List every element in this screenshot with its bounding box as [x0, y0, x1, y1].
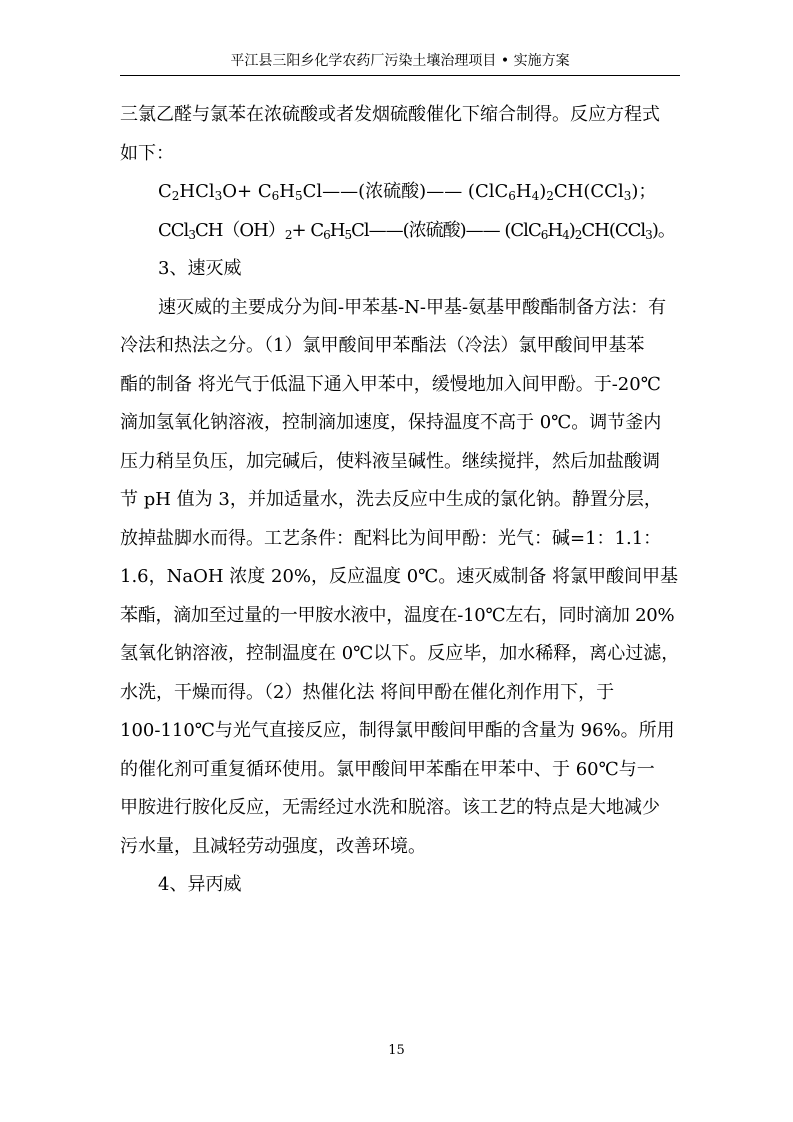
paragraph-line: 冷法和热法之分。（1）氯甲酸间甲苯酯法（冷法）氯甲酸间甲基苯 — [120, 335, 645, 356]
paragraph-line: 氢氧化钠溶液，控制温度在 0℃以下。反应毕，加水稀释，离心过滤， — [120, 643, 680, 664]
paragraph-line: 速灭威的主要成分为间-甲苯基-N-甲基-氨基甲酸酯制备方法：有 — [158, 296, 667, 318]
section-heading: 4、异丙威 — [158, 874, 242, 895]
paragraph-line: 滴加氢氧化钠溶液，控制滴加速度，保持温度不高于 0℃。调节釜内 — [120, 412, 662, 433]
paragraph-line: 苯酯，滴加至过量的一甲胺水液中，温度在-10℃左右，同时滴加 20% — [120, 604, 675, 626]
page-number: 15 — [388, 1043, 405, 1058]
running-header: 平江县三阳乡化学农药厂污染土壤治理项目 • 实施方案 — [230, 53, 570, 69]
paragraph-line: 三氯乙醛与氯苯在浓硫酸或者发烟硫酸催化下缩合制得。反应方程式 — [120, 104, 660, 125]
paragraph-line: 如下： — [120, 142, 174, 164]
paragraph-line: 1.6，NaOH 浓度 20%，反应温度 0℃。速灭威制备 将氯甲酸间甲基 — [120, 566, 679, 587]
paragraph-line: 放掉盐脚水而得。工艺条件：配料比为间甲酚：光气：碱=1：1.1： — [120, 527, 662, 549]
paragraph-line: 100-110℃与光气直接反应，制得氯甲酸间甲酯的含量为 96%。所用 — [120, 720, 675, 741]
paragraph-line: 水洗，干燥而得。（2）热催化法 将间甲酚在催化剂作用下，于 — [120, 681, 615, 703]
paragraph-line: 节 pH 值为 3，并加适量水，洗去反应中生成的氯化钠。静置分层， — [120, 489, 662, 510]
paragraph-line: 的催化剂可重复循环使用。氯甲酸间甲苯酯在甲苯中、于 60℃与一 — [120, 758, 655, 780]
paragraph-line: 甲胺进行胺化反应，无需经过水洗和脱溶。该工艺的特点是大地减少 — [120, 797, 660, 818]
reaction-equation-1: $C_2HCl_3O+$ $C_6H_5Cl——$(浓硫酸)—— $(ClC_6H_4)_2CH(CCl_3)$； — [158, 181, 657, 203]
document-body — [120, 96, 680, 905]
header-rule — [120, 75, 680, 76]
paragraph-line: 酯的制备 将光气于低温下通入甲苯中，缓慢地加入间甲酚。于-20℃ — [120, 373, 661, 395]
paragraph-line: 污水量，且减轻劳动强度，改善环境。 — [120, 835, 426, 857]
paragraph-line: 压力稍呈负压，加完碱后，使料液呈碱性。继续搅拌，然后加盐酸调 — [120, 450, 660, 472]
reaction-equation-2: $CCl_3CH(OH)_2+$ $C_6H_5Cl——$(浓硫酸)—— $(ClC_6H_4)_2CH(CCl_3)$。 — [158, 219, 675, 242]
section-heading: 3、速灭威 — [158, 258, 242, 279]
